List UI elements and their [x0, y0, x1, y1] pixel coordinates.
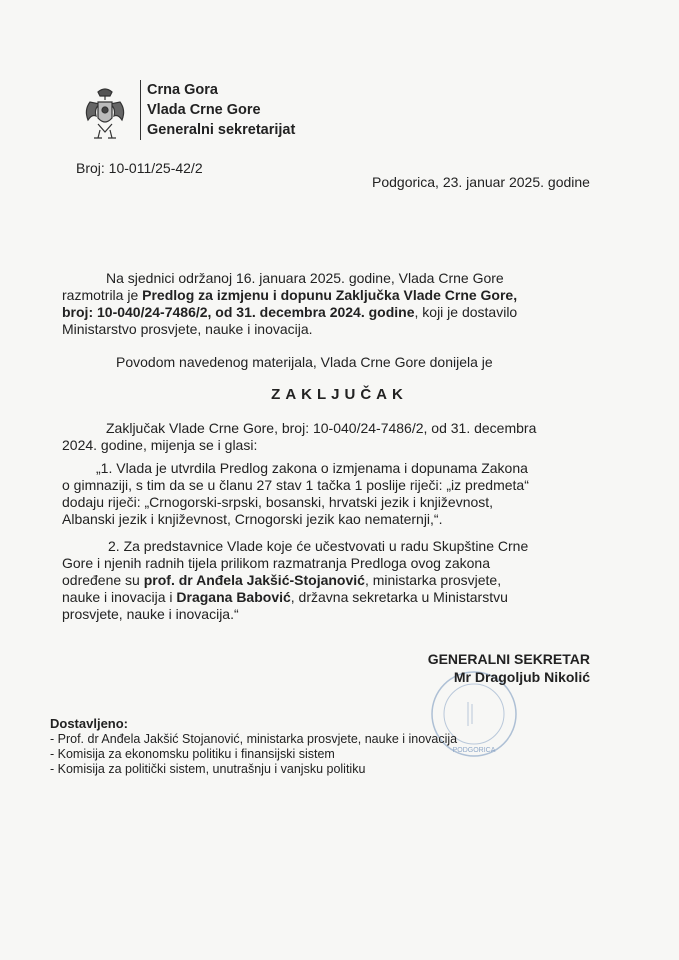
item1-line-4: Albanski jezik i književnost, Crnogorski jezik kao nematernji,“.	[62, 511, 443, 527]
header-government: Vlada Crne Gore	[147, 102, 261, 118]
distribution-item: - Komisija za politički sistem, unutrašnju i vanjsku politiku	[50, 762, 366, 776]
paragraph-item-2	[62, 538, 607, 623]
amend-line-1: Zaključak Vlade Crne Gore, broj: 10-040/24-7486/2, od 31. decembra	[106, 420, 537, 436]
distribution-item: - Komisija za ekonomsku politiku i finansijski sistem	[50, 747, 335, 761]
header-secretariat: Generalni sekretarijat	[147, 122, 296, 138]
document-number: Broj: 10-011/25-42/2	[76, 160, 203, 176]
paragraph-amend	[62, 420, 607, 454]
signature-title: GENERALNI SEKRETAR	[427, 651, 590, 667]
stamp-text: PODGORICA	[452, 747, 496, 754]
item2-line-2: Gore i njenih radnih tijela prilikom razmatranja Predloga ovog zakona	[62, 555, 491, 571]
item2-line-3b: prof. dr Anđela Jakšić-Stojanović	[143, 572, 365, 588]
paragraph-item-1	[62, 460, 607, 528]
issuer-header	[140, 80, 295, 140]
distribution-item: - Prof. dr Anđela Jakšić Stojanović, ministarka prosvjete, nauke i inovacija	[50, 732, 458, 746]
signature-block	[400, 650, 590, 686]
item2-line-3a: određene su	[62, 572, 144, 588]
item1-line-2: o gimnaziji, s tim da se u članu 27 stav 1 tačka 1 poslije riječi: „iz predmeta“	[62, 477, 529, 493]
paragraph-intro	[62, 270, 607, 338]
header-country: Crna Gora	[147, 82, 218, 98]
intro-line-4: Ministarstvo prosvjete, nauke i inovacija.	[62, 321, 313, 337]
distribution-heading: Dostavljeno:	[50, 716, 129, 731]
item2-line-1: 2. Za predstavnice Vlade koje će učestvovati u radu Skupštine Crne	[108, 538, 529, 554]
signature-name: Mr Dragoljub Nikolić	[453, 669, 590, 685]
intro-line-2a: razmotrila je	[62, 287, 143, 303]
place-and-date: Podgorica, 23. januar 2025. godine	[372, 174, 590, 190]
intro-line-3a: broj: 10-040/24-7486/2, od 31. decembra 2024. godine	[62, 304, 415, 320]
paragraph-povodom: Povodom navedenog materijala, Vlada Crne Gore donijela je	[116, 354, 493, 370]
item2-line-4b: Dragana Babović	[176, 589, 291, 605]
item2-line-3c: , ministarka prosvjete,	[364, 572, 502, 588]
amend-line-2: 2024. godine, mijenja se i glasi:	[62, 437, 258, 453]
coat-of-arms-icon	[80, 84, 130, 144]
item1-line-1: „1. Vlada je utvrdila Predlog zakona o izmjenama i dopunama Zakona	[96, 460, 528, 476]
intro-line-3b: , koji je dostavilo	[414, 304, 518, 320]
item2-line-4a: nauke i inovacija i	[62, 589, 177, 605]
intro-line-1: Na sjednici održanoj 16. januara 2025. godine, Vlada Crne Gore	[106, 270, 504, 286]
document-title: ZAKLJUČAK	[271, 386, 408, 403]
item2-line-4c: , državna sekretarka u Ministarstvu	[290, 589, 508, 605]
item2-line-5: prosvjete, nauke i inovacija.“	[62, 606, 239, 622]
intro-line-2b: Predlog za izmjenu i dopunu Zaključka Vlade Crne Gore,	[142, 287, 518, 303]
item1-line-3: dodaju riječi: „Crnogorski-srpski, bosanski, hrvatski jezik i književnost,	[62, 494, 494, 510]
distribution-list	[50, 716, 457, 777]
